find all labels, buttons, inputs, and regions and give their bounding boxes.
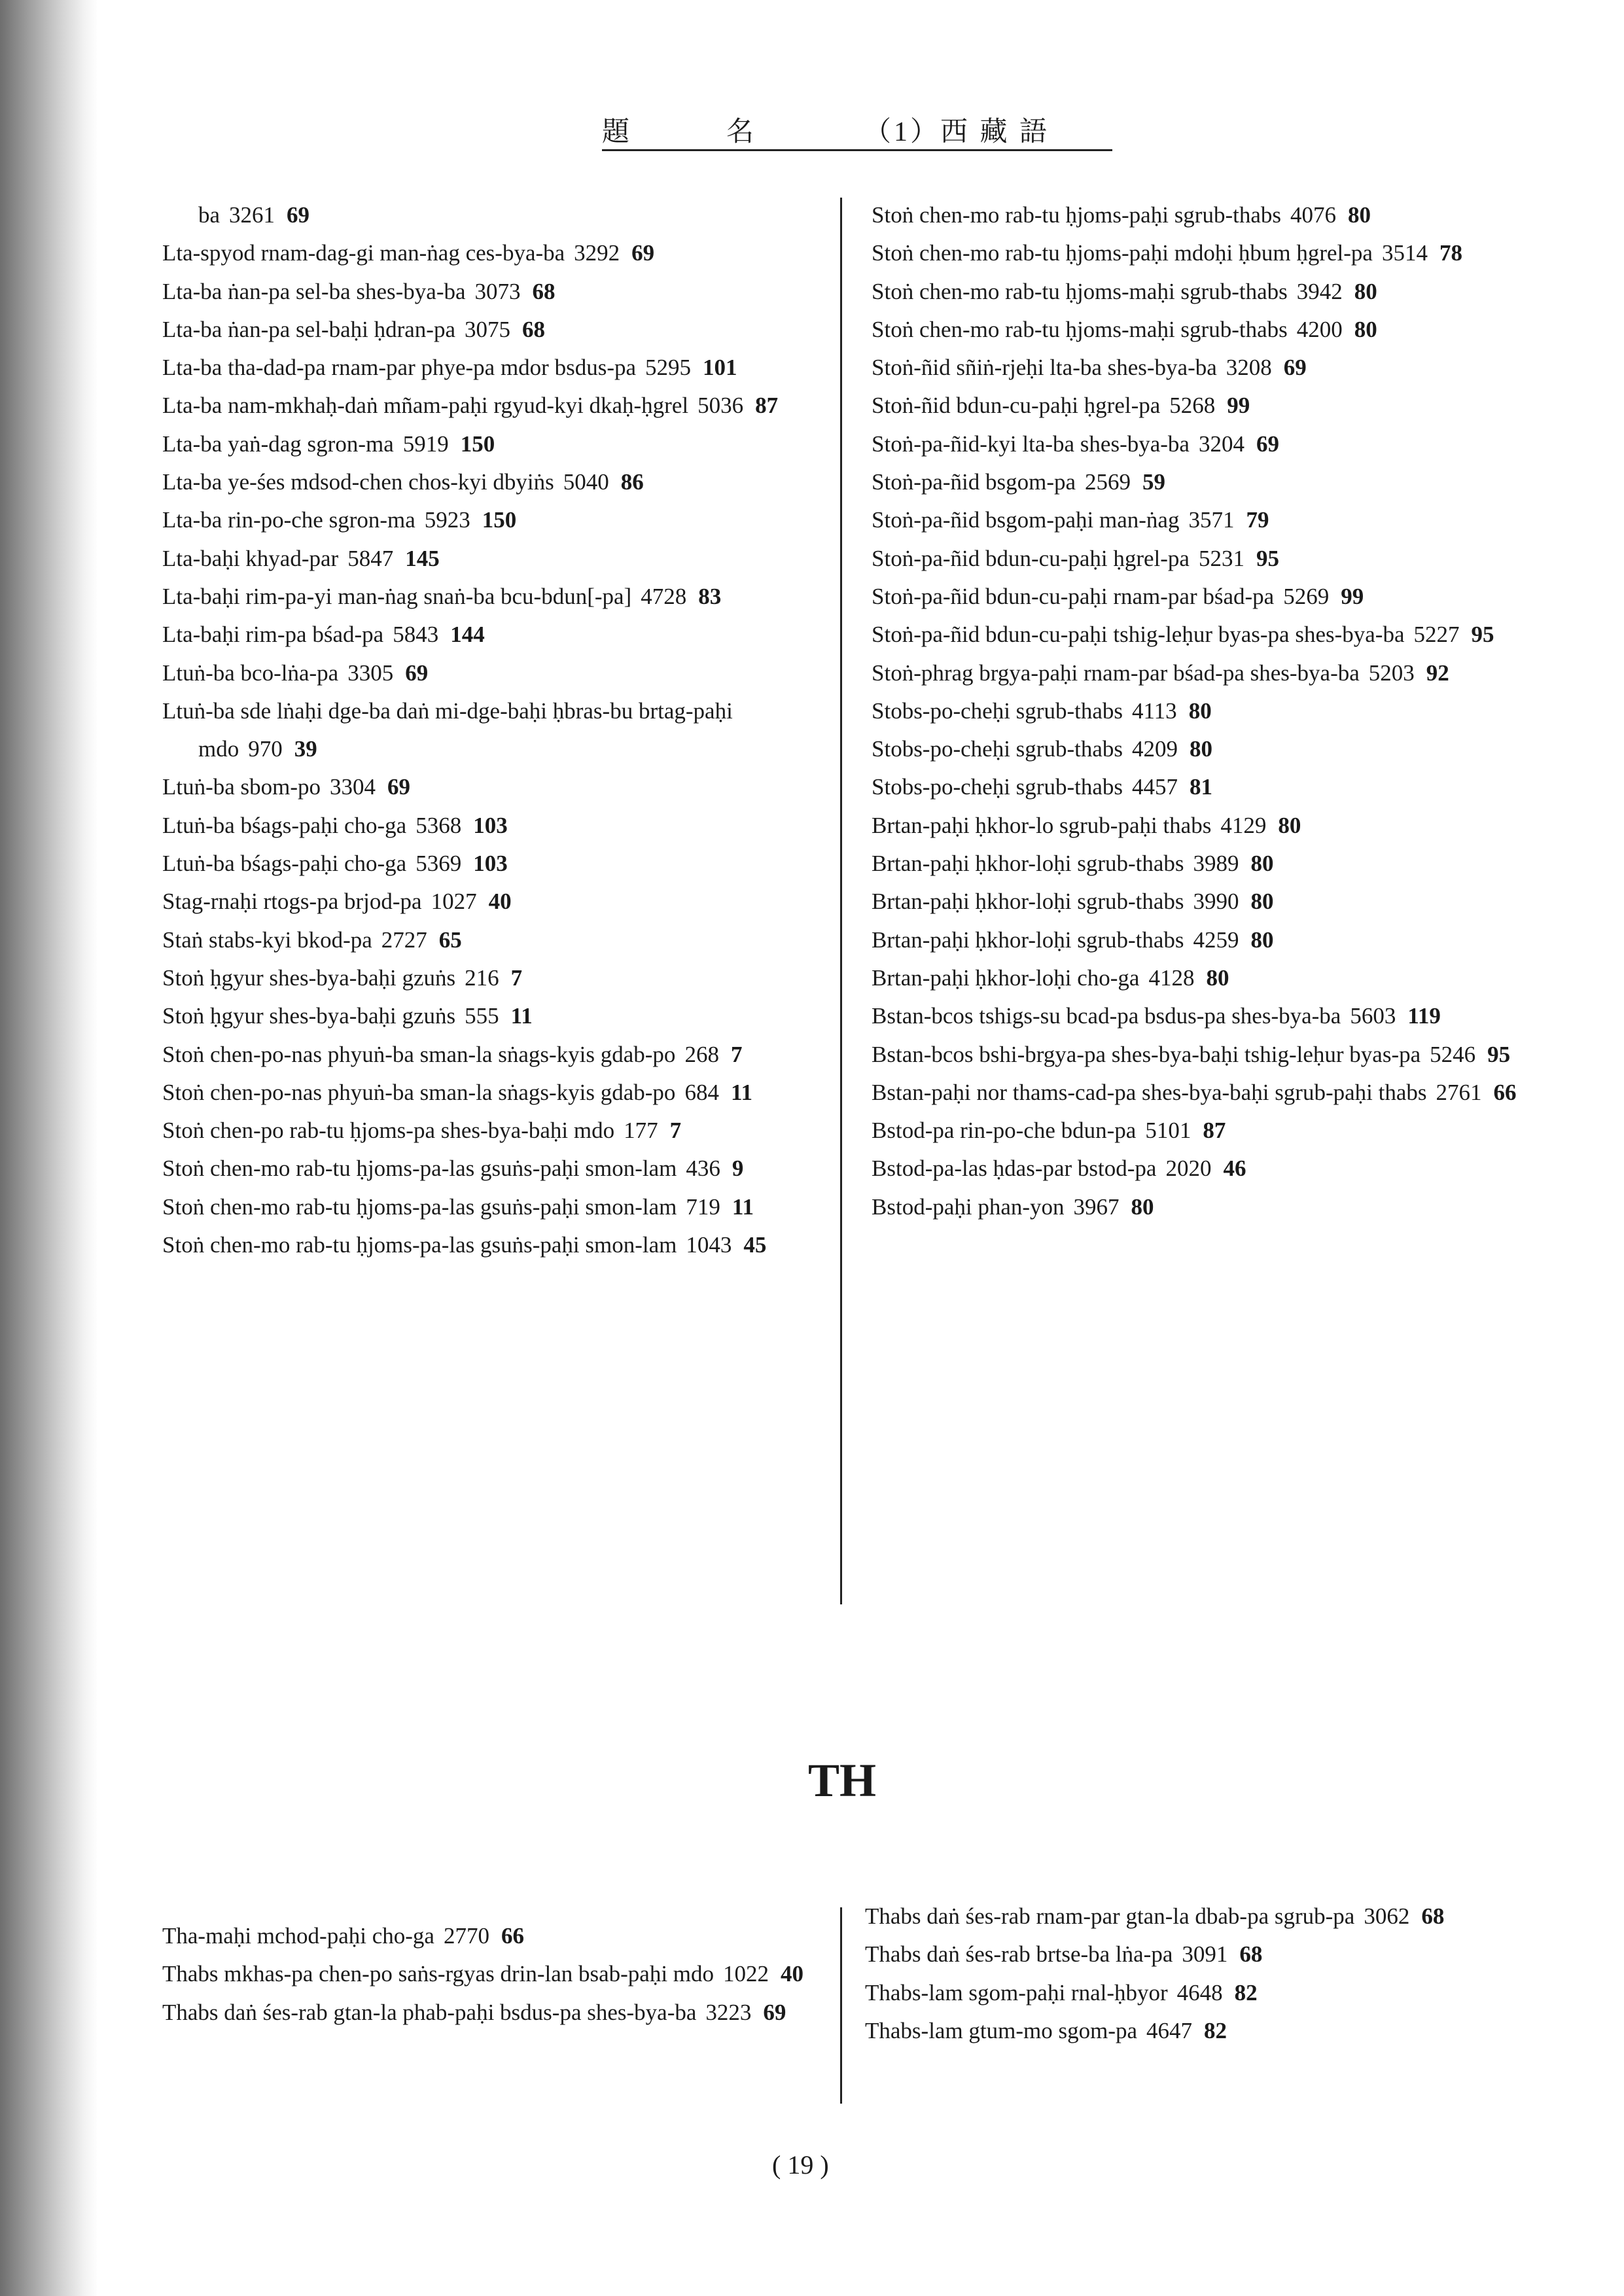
entry-page: 83 <box>698 583 722 609</box>
index-entry <box>162 463 823 501</box>
entry-number: 1043 <box>686 1232 732 1258</box>
section-heading: TH <box>808 1754 877 1807</box>
entry-page: 80 <box>1189 736 1212 762</box>
entry-title: Lta-ba yaṅ-dag sgron-ma <box>162 431 394 457</box>
entry-page: 45 <box>743 1232 767 1258</box>
column-divider-th <box>840 1907 842 2104</box>
entry-page: 69 <box>1283 355 1307 381</box>
entry-title: Stoṅ ḥgyur shes-bya-baḥi gzuṅs <box>162 1003 456 1029</box>
index-entry <box>162 311 823 349</box>
entry-page: 11 <box>732 1193 754 1220</box>
entry-number: 3223 <box>705 1999 752 2025</box>
entry-title: Stoṅ-ñid sñiṅ-rjeḥi lta-ba shes-bya-ba <box>872 355 1217 381</box>
entry-page: 119 <box>1407 1003 1441 1029</box>
entry-page: 92 <box>1426 660 1449 686</box>
entry-number: 268 <box>684 1041 719 1067</box>
index-entry <box>872 807 1532 845</box>
entry-number: 5227 <box>1413 622 1460 648</box>
index-entry <box>872 1112 1532 1150</box>
entry-page: 78 <box>1439 240 1462 266</box>
entry-page: 66 <box>1493 1079 1517 1105</box>
entry-page: 101 <box>703 355 737 381</box>
entry-title: Bstan-paḥi nor thams-cad-pa shes-bya-baḥi sgrub-paḥi thabs <box>872 1079 1427 1105</box>
index-entry <box>872 387 1532 425</box>
entry-number: 3571 <box>1188 507 1235 533</box>
index-entry <box>162 425 823 463</box>
index-entry <box>872 1036 1532 1074</box>
entry-title: Stoṅ chen-mo rab-tu ḥjoms-pa-las gsuṅs-paḥi smon-lam <box>162 1232 677 1258</box>
entry-title: Brtan-paḥi ḥkhor-loḥi sgrub-thabs <box>872 851 1184 877</box>
entry-number: 3075 <box>464 316 510 342</box>
index-entry <box>872 234 1532 272</box>
entry-title: Bstan-bcos bshi-brgya-pa shes-bya-baḥi tshig-leḥur byas-pa <box>872 1041 1421 1067</box>
entry-number: 5368 <box>415 812 462 838</box>
entry-page: 80 <box>1354 278 1377 304</box>
entry-title: Lta-ba ṅan-pa sel-baḥi ḥdran-pa <box>162 316 455 342</box>
entry-page: 80 <box>1250 889 1274 915</box>
entry-number: 5923 <box>424 507 470 533</box>
entry-page: 80 <box>1250 851 1274 877</box>
index-entry <box>872 883 1532 921</box>
entry-number: 4128 <box>1148 964 1195 991</box>
entry-number: 5101 <box>1145 1118 1192 1144</box>
index-entry <box>872 578 1532 616</box>
index-entry <box>872 196 1532 234</box>
entry-title: Stoṅ ḥgyur shes-bya-baḥi gzuṅs <box>162 964 456 991</box>
entry-title: Thabs daṅ śes-rab gtan-la phab-paḥi bsdus-pa shes-bya-ba <box>162 1999 697 2025</box>
entry-number: 4200 <box>1296 316 1343 342</box>
index-entry <box>872 921 1532 959</box>
index-entry <box>865 2012 1526 2050</box>
entry-title: Stoṅ-pa-ñid bsgom-paḥi man-ṅag <box>872 507 1180 533</box>
entry-number: 3204 <box>1198 431 1244 457</box>
entry-page: 69 <box>631 240 655 266</box>
entry-page: 79 <box>1246 507 1269 533</box>
entry-title: Thabs daṅ śes-rab rnam-par gtan-la dbab-pa sgrub-pa <box>865 1903 1355 1929</box>
index-entry <box>162 883 823 921</box>
entry-number: 3261 <box>229 202 275 228</box>
entry-number: 4259 <box>1193 927 1239 953</box>
entry-page: 7 <box>730 1041 743 1067</box>
entry-page: 11 <box>730 1079 753 1105</box>
entry-number: 3514 <box>1381 240 1428 266</box>
index-entry <box>162 387 823 425</box>
entry-page: 46 <box>1223 1156 1246 1182</box>
index-column-left <box>162 196 823 1264</box>
entry-page: 81 <box>1189 774 1212 800</box>
entry-title: Lta-ba rin-po-che sgron-ma <box>162 507 415 533</box>
index-column-right <box>872 196 1532 1226</box>
entry-number: 3989 <box>1193 851 1239 877</box>
index-entry <box>162 196 823 234</box>
entry-number: 719 <box>686 1193 720 1220</box>
entry-number: 4129 <box>1220 812 1267 838</box>
entry-page: 68 <box>521 316 545 342</box>
entry-page: 11 <box>510 1003 533 1029</box>
entry-number: 5369 <box>415 851 462 877</box>
entry-number: 970 <box>248 736 283 762</box>
entry-title: Stoṅ chen-mo rab-tu ḥjoms-paḥi mdoḥi ḥbum ḥgrel-pa <box>872 240 1373 266</box>
index-entry <box>162 578 823 616</box>
entry-title: Ltuṅ-ba bco-lṅa-pa <box>162 660 339 686</box>
entry-page: 103 <box>473 812 508 838</box>
index-entry <box>872 311 1532 349</box>
index-entry <box>162 997 823 1035</box>
index-entry <box>162 501 823 539</box>
entry-number: 5040 <box>563 469 609 495</box>
entry-title: Stoṅ-ñid bdun-cu-paḥi ḥgrel-pa <box>872 393 1161 419</box>
header-title-2: 名 <box>726 117 757 147</box>
index-entry <box>162 1917 817 1955</box>
entry-page: 69 <box>763 1999 786 2025</box>
entry-number: 5847 <box>347 545 394 571</box>
index-entry <box>872 425 1532 463</box>
entry-number: 3208 <box>1226 355 1272 381</box>
entry-title: Lta-ba tha-dad-pa rnam-par phye-pa mdor bsdus-pa <box>162 355 637 381</box>
entry-number: 3292 <box>574 240 620 266</box>
entry-number: 3942 <box>1296 278 1343 304</box>
entry-title: Staṅ stabs-kyi bkod-pa <box>162 927 372 953</box>
entry-number: 5295 <box>645 355 692 381</box>
index-column-right-th <box>865 1898 1526 2050</box>
entry-title: Lta-baḥi rim-pa bśad-pa <box>162 622 384 648</box>
index-entry <box>162 1994 817 2032</box>
entry-page: 69 <box>405 660 429 686</box>
index-entry <box>162 349 823 387</box>
index-column-left-th <box>162 1917 817 2032</box>
index-entry <box>872 1074 1532 1112</box>
entry-page: 80 <box>1131 1193 1154 1220</box>
running-header <box>602 110 1112 151</box>
entry-title: Stoṅ-phrag brgya-paḥi rnam-par bśad-pa shes-bya-ba <box>872 660 1360 686</box>
entry-title: Stoṅ-pa-ñid-kyi lta-ba shes-bya-ba <box>872 431 1190 457</box>
entry-title: Stoṅ chen-mo rab-tu ḥjoms-pa-las gsuṅs-paḥi smon-lam <box>162 1193 677 1220</box>
entry-page: 95 <box>1471 622 1494 648</box>
entry-title: Bstod-pa rin-po-che bdun-pa <box>872 1118 1137 1144</box>
entry-number: 5603 <box>1350 1003 1396 1029</box>
column-divider <box>840 198 842 1604</box>
index-entry <box>162 273 823 311</box>
index-entry <box>872 501 1532 539</box>
entry-number: 3062 <box>1364 1903 1410 1929</box>
index-entry <box>872 959 1532 997</box>
index-entry <box>872 616 1532 654</box>
entry-page: 95 <box>1487 1041 1511 1067</box>
index-entry <box>162 1150 823 1188</box>
entry-title: Ltuṅ-ba sde lṅaḥi dge-ba daṅ mi-dge-baḥi ḥbras-bu brtag-paḥi mdo <box>162 698 733 762</box>
entry-title: Stoṅ-pa-ñid bdun-cu-paḥi ḥgrel-pa <box>872 545 1190 571</box>
index-entry <box>162 845 823 883</box>
entry-number: 5231 <box>1198 545 1244 571</box>
index-entry <box>162 654 823 692</box>
entry-page: 59 <box>1142 469 1166 495</box>
entry-title: Stoṅ chen-mo rab-tu ḥjoms-maḥi sgrub-thabs <box>872 316 1288 342</box>
entry-number: 2569 <box>1085 469 1131 495</box>
index-entry <box>162 1188 823 1226</box>
entry-page: 65 <box>438 927 462 953</box>
entry-title: Lta-baḥi khyad-par <box>162 545 339 571</box>
entry-page: 66 <box>501 1923 524 1949</box>
entry-number: 1027 <box>431 889 477 915</box>
entry-number: 5843 <box>393 622 439 648</box>
entry-title: Brtan-paḥi ḥkhor-loḥi sgrub-thabs <box>872 889 1184 915</box>
index-entry <box>162 616 823 654</box>
entry-title: ba <box>198 202 221 228</box>
entry-page: 69 <box>287 202 310 228</box>
index-entry <box>162 807 823 845</box>
index-entry <box>872 730 1532 768</box>
entry-number: 684 <box>684 1079 719 1105</box>
entry-page: 80 <box>1188 698 1212 724</box>
index-entry <box>162 1036 823 1074</box>
entry-title: Stobs-po-cheḥi sgrub-thabs <box>872 774 1123 800</box>
entry-title: Stoṅ chen-mo rab-tu ḥjoms-pa-las gsuṅs-paḥi smon-lam <box>162 1156 677 1182</box>
entry-page: 80 <box>1250 927 1274 953</box>
index-entry <box>865 1935 1526 1973</box>
entry-number: 3304 <box>330 774 376 800</box>
entry-title: Stobs-po-cheḥi sgrub-thabs <box>872 698 1123 724</box>
entry-page: 40 <box>781 1961 804 1987</box>
entry-number: 4076 <box>1290 202 1337 228</box>
entry-title: Stoṅ chen-po-nas phyuṅ-ba sman-la sṅags-kyis gdab-po <box>162 1079 676 1105</box>
entry-number: 3073 <box>474 278 521 304</box>
scan-edge-shadow <box>0 0 98 2296</box>
index-entry <box>872 654 1532 692</box>
index-entry <box>872 845 1532 883</box>
entry-number: 5269 <box>1283 583 1330 609</box>
index-entry <box>162 921 823 959</box>
entry-number: 2727 <box>381 927 427 953</box>
entry-number: 3091 <box>1182 1941 1228 1968</box>
index-entry <box>872 692 1532 730</box>
index-entry <box>872 1150 1532 1188</box>
entry-title: Ltuṅ-ba bśags-paḥi cho-ga <box>162 812 407 838</box>
entry-title: Brtan-paḥi ḥkhor-loḥi sgrub-thabs <box>872 927 1184 953</box>
index-entry <box>162 540 823 578</box>
entry-title: Stobs-po-cheḥi sgrub-thabs <box>872 736 1123 762</box>
entry-number: 177 <box>624 1118 658 1144</box>
index-entry <box>872 349 1532 387</box>
entry-page: 145 <box>405 545 440 571</box>
entry-title: Tha-maḥi mchod-paḥi cho-ga <box>162 1923 434 1949</box>
entry-number: 5246 <box>1430 1041 1476 1067</box>
index-entry <box>872 463 1532 501</box>
index-entry <box>162 234 823 272</box>
entry-title: Stoṅ-pa-ñid bsgom-pa <box>872 469 1076 495</box>
entry-number: 4209 <box>1131 736 1178 762</box>
index-entry <box>162 1074 823 1112</box>
entry-number: 2770 <box>443 1923 489 1949</box>
entry-title: Thabs-lam sgom-paḥi rnal-ḥbyor <box>865 1979 1168 2005</box>
entry-title: Lta-spyod rnam-dag-gi man-ṅag ces-bya-ba <box>162 240 565 266</box>
entry-number: 3990 <box>1193 889 1239 915</box>
entry-number: 555 <box>465 1003 499 1029</box>
index-entry <box>162 1226 823 1264</box>
index-entry <box>162 959 823 997</box>
entry-page: 7 <box>510 964 523 991</box>
entry-number: 5919 <box>402 431 449 457</box>
entry-page: 68 <box>1421 1903 1445 1929</box>
entry-number: 2761 <box>1436 1079 1482 1105</box>
header-title-1: 題 <box>602 117 633 147</box>
entry-number: 4648 <box>1176 1979 1223 2005</box>
entry-title: Stoṅ chen-po rab-tu ḥjoms-pa shes-bya-baḥi mdo <box>162 1118 615 1144</box>
entry-page: 144 <box>450 622 485 648</box>
entry-page: 80 <box>1206 964 1229 991</box>
entry-number: 3967 <box>1073 1193 1120 1220</box>
entry-number: 3305 <box>347 660 394 686</box>
entry-title: Lta-ba nam-mkhaḥ-daṅ mñam-paḥi rgyud-kyi dkaḥ-ḥgrel <box>162 393 689 419</box>
entry-title: Stoṅ chen-po-nas phyuṅ-ba sman-la sṅags-kyis gdab-po <box>162 1041 676 1067</box>
index-entry <box>162 1955 817 1993</box>
entry-page: 80 <box>1278 812 1301 838</box>
entry-page: 82 <box>1204 2017 1227 2043</box>
entry-title: Lta-ba ṅan-pa sel-ba shes-bya-ba <box>162 278 466 304</box>
entry-page: 69 <box>387 774 411 800</box>
entry-title: Bstod-paḥi phan-yon <box>872 1193 1065 1220</box>
entry-page: 87 <box>755 393 779 419</box>
entry-page: 95 <box>1256 545 1279 571</box>
entry-page: 40 <box>488 889 512 915</box>
index-entry <box>865 1898 1526 1935</box>
entry-page: 68 <box>532 278 556 304</box>
entry-number: 2020 <box>1165 1156 1212 1182</box>
entry-page: 7 <box>669 1118 682 1144</box>
entry-page: 99 <box>1227 393 1250 419</box>
entry-title: Brtan-paḥi ḥkhor-loḥi cho-ga <box>872 964 1140 991</box>
entry-number: 5036 <box>697 393 744 419</box>
entry-title: Thabs mkhas-pa chen-po saṅs-rgyas drin-lan bsab-paḥi mdo <box>162 1961 715 1987</box>
entry-page: 150 <box>460 431 495 457</box>
header-section: （1）西 藏 語 <box>864 117 1050 147</box>
entry-page: 80 <box>1354 316 1377 342</box>
entry-page: 68 <box>1239 1941 1263 1968</box>
entry-page: 103 <box>473 851 508 877</box>
entry-page: 82 <box>1234 1979 1258 2005</box>
entry-title: Stoṅ-pa-ñid bdun-cu-paḥi tshig-leḥur byas-pa shes-bya-ba <box>872 622 1405 648</box>
entry-number: 1022 <box>723 1961 769 1987</box>
index-entry <box>872 540 1532 578</box>
entry-page: 39 <box>294 736 317 762</box>
entry-number: 5203 <box>1368 660 1415 686</box>
index-entry <box>865 1974 1526 2012</box>
entry-page: 99 <box>1341 583 1364 609</box>
entry-number: 4647 <box>1146 2017 1193 2043</box>
page-number: ( 19 ) <box>772 2150 829 2180</box>
entry-page: 9 <box>732 1156 744 1182</box>
entry-number: 4457 <box>1131 774 1178 800</box>
entry-title: Stoṅ chen-mo rab-tu ḥjoms-maḥi sgrub-thabs <box>872 278 1288 304</box>
entry-title: Bstod-pa-las ḥdas-par bstod-pa <box>872 1156 1157 1182</box>
entry-number: 216 <box>465 964 499 991</box>
entry-title: Ltuṅ-ba sbom-po <box>162 774 321 800</box>
entry-title: Ltuṅ-ba bśags-paḥi cho-ga <box>162 851 407 877</box>
entry-title: Lta-baḥi rim-pa-yi man-ṅag snaṅ-ba bcu-bdun[-pa] <box>162 583 632 609</box>
index-entry <box>872 273 1532 311</box>
entry-title: Thabs-lam gtum-mo sgom-pa <box>865 2017 1138 2043</box>
entry-number: 4728 <box>641 583 687 609</box>
entry-page: 69 <box>1256 431 1279 457</box>
entry-title: Thabs daṅ śes-rab brtse-ba lṅa-pa <box>865 1941 1173 1968</box>
index-entry <box>872 997 1532 1035</box>
entry-page: 86 <box>620 469 644 495</box>
entry-number: 436 <box>686 1156 720 1182</box>
index-entry <box>872 1188 1532 1226</box>
index-entry <box>162 768 823 806</box>
entry-title: Stag-rnaḥi rtogs-pa brjod-pa <box>162 889 422 915</box>
entry-title: Stoṅ chen-mo rab-tu ḥjoms-paḥi sgrub-thabs <box>872 202 1282 228</box>
entry-title: Lta-ba ye-śes mdsod-chen chos-kyi dbyiṅs <box>162 469 554 495</box>
entry-page: 87 <box>1203 1118 1226 1144</box>
entry-number: 5268 <box>1169 393 1216 419</box>
entry-page: 150 <box>482 507 517 533</box>
entry-title: Stoṅ-pa-ñid bdun-cu-paḥi rnam-par bśad-pa <box>872 583 1275 609</box>
index-entry <box>872 768 1532 806</box>
index-entry <box>162 1112 823 1150</box>
entry-title: Brtan-paḥi ḥkhor-lo sgrub-paḥi thabs <box>872 812 1212 838</box>
entry-number: 4113 <box>1131 698 1177 724</box>
index-entry <box>162 692 823 769</box>
entry-page: 80 <box>1348 202 1371 228</box>
entry-title: Bstan-bcos tshigs-su bcad-pa bsdus-pa shes-bya-ba <box>872 1003 1341 1029</box>
